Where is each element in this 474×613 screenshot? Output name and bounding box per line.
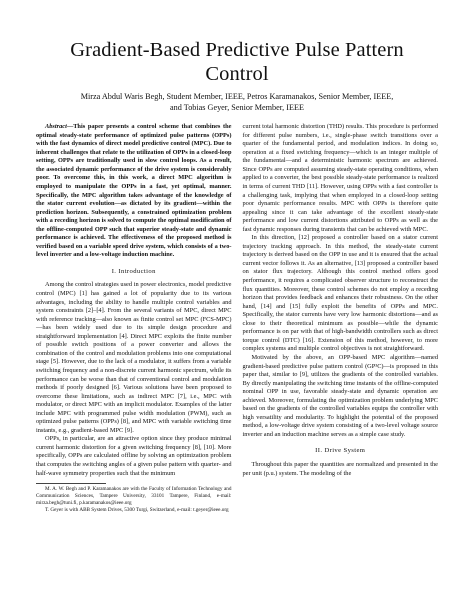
abstract-text: —This paper presents a control scheme that combines the optimal steady-state performance of optimized pulse patterns (OPPs) with the fast dynamics of direct model predictive control (MPC). Due to inherent challenges that relate to the utilization of OPPs in a closed-loop setting, OPPs are traditionally used in slow control loops. As a result, the associated dynamic performance of the drive system is considerably poor. To overcome this, in this work, a direct MPC algorithm is employed to manipulate the OPPs in a fast, yet optimal, manner. Specifically, the MPC algorithm takes advantage of the knowledge of the stator current evolution—as dictated by its gradient—within the prediction horizon. Subsequently, a constrained optimization problem with a receding horizon is solved to compute the optimal modification of the offline-computed OPP such that superior steady-state and dynamic performance is achieved. The effectiveness of the proposed method is verified based on a variable speed drive system, which consists of a two-level inverter and a low-voltage induction machine. (36, 123, 232, 259)
body-columns (36, 123, 438, 514)
abstract-label: Abstract (45, 123, 67, 131)
paragraph: current total harmonic distortion (THD) results. This procedure is performed for different pulse numbers, i.e., single-phase switch transitions over a quarter of the fundamental period, and modulation indices. In doing so, operation at a fixed switching frequency—which is an integer multiple of the fundamental—and a deterministic harmonic spectrum are achieved. Since OPPs are computed assuming steady-state operating conditions, when applied to a converter, the best possible steady-state performance is realized in terms of current THD [11]. However, using OPPs with a fast controller is a challenging task, implying that when employed in a closed-loop setting poor dynamic performance results. MPC with OPPs is therefore quite appealing since it can take advantage of the excellent steady-state performance and low current distortions attributed to OPPs as well as the fast dynamic responses during transients that can be achieved with MPC. (242, 123, 438, 233)
right-column (243, 123, 439, 514)
authors-line-1: Mirza Abdul Waris Begh, Student Member, IEEE, Petros Karamanakos, Senior Member, IEEE, (80, 92, 394, 101)
section-heading-drive-system: II. Drive System (315, 447, 366, 455)
paragraph: OPPs, in particular, are an attractive option since they produce minimal current harmonic distortion for a given switching frequency [8], [10]. More specifically, OPPs are calculated offline by solving an optimization problem that computes the switching angles of a given pulse pattern with quarter- and half-wave symmetry properties such that the minimum (36, 435, 232, 477)
footnote: T. Geyer is with ABB System Drives, 5300 Turgi, Switzerland, e-mail: t.geyer@ieee.org (45, 506, 229, 513)
left-column (36, 123, 232, 514)
paragraph: Motivated by the above, an OPP-based MPC algorithm—named gradient-based predictive pulse pattern control (GP³C)—is proposed in this paper that, similar to [9], utilizes the gradients of the controlled variables. By directly manipulating the switching time instants of the offline-computed nominal OPP in use, favorable steady-state and dynamic operation are achieved. Moreover, formulating the optimization problem underlying MPC based on the gradients of the controlled variables equips the controller with high versatility and modularity. To highlight the potential of the proposed method, a low-voltage drive system consisting of a two-level voltage source inverter and an induction machine serves as a simple case study. (242, 353, 438, 438)
paragraph: In this direction, [12] proposed a controller based on a stator current trajectory tracking approach. In this method, the steady-state current trajectory is derived based on the OPP in use and it is ensured that the actual current vector follows it. As an alternative, [13] proposed a controller based on stator flux trajectory. Although this control method offers good performance, it requires a complicated observer structure to reconstruct the flux quantities. Moreover, these control schemes do not employ a receding horizon that provides feedback and enhances their robustness. On the other hand, [14] and [15] fully exploit the benefits of OPPs and MPC. Specifically, the stator currents have very low harmonic distortions—and as close to their theoretical minimum as possible—while the dynamic performance is on par with that of high-bandwidth controllers such as direct torque control (DTC) [16]. Extension of this method, however, to more complex systems and multiple control objectives is not straightforward. (242, 234, 438, 353)
paragraph: Among the control strategies used in power electronics, model predictive control (MPC) [1] has gained a lot of popularity due to its various advantages, including the ability to handle multiple control variables and system constraints [2]–[4]. From the several variants of MPC, direct MPC with reference tracking—also known as finite control set MPC (FCS-MPC)—has been widely used due to its simple design procedure and straightforward implementation [4]. Direct MPC exploits the finite number of possible switch positions of a power converter and allows the combination of the control and modulation problems into one computational stage [5]. However, due to the lack of a modulator, it suffers from a variable switching frequency and a non-discrete current harmonic spectrum, while its performance can be worse than that of conventional control and modulation methods if poorly designed [6]. Various solutions have been proposed to overcome these limitations, such as indirect MPC [7], i.e., MPC with modulator, or direct MPC with an implicit modulator. Examples of the latter include MPC with programmed pulse width modulation (PWM), such as optimized pulse patterns (OPPs) [8], and MPC with variable switching time instants, e.g., gradient-based MPC [9]. (36, 281, 232, 434)
author-list (36, 92, 438, 113)
section-heading-introduction: I. Introduction (111, 267, 156, 275)
abstract (36, 123, 232, 260)
footnote-rule (36, 483, 106, 484)
authors-line-2: and Tobias Geyer, Senior Member, IEEE (170, 102, 304, 112)
paragraph: Throughout this paper the quantities are normalized and presented in the per unit (p.u.) system. The modeling of the (242, 460, 438, 477)
footnote: M. A. W. Begh and P. Karamanakos are with the Faculty of Information Technology and Communication Sciences, Tampere University, 33101 Tampere, Finland, e-mail: mirza.begh@tuni.fi, p.karamanakos@ieee.org (36, 486, 232, 506)
paper-title: Gradient-Based Predictive Pulse Pattern Control (70, 39, 404, 85)
